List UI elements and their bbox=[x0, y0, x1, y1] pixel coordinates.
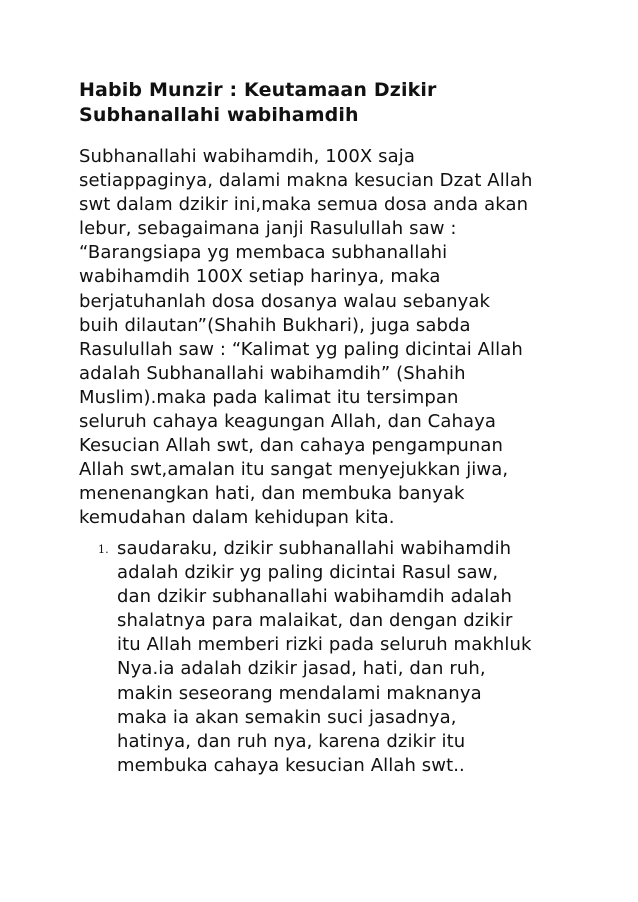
list-item-line: maka ia akan semakin suci jasadnya, bbox=[117, 706, 457, 728]
paragraph-line: Allah swt,amalan itu sangat menyejukkan jiwa, bbox=[79, 459, 509, 481]
paragraph-line: seluruh cahaya keagungan Allah, dan Cahaya bbox=[79, 411, 496, 433]
list-item-line: Nya.ia adalah dzikir jasad, hati, dan ruh, bbox=[117, 658, 486, 680]
numbered-list bbox=[79, 537, 579, 778]
list-item-line: membuka cahaya kesucian Allah swt.. bbox=[117, 754, 465, 776]
paragraph-line: setiappaginya, dalami makna kesucian Dzat Allah bbox=[79, 170, 533, 192]
paragraph-line: Rasulullah saw : “Kalimat yg paling dicintai Allah bbox=[79, 338, 523, 360]
paragraph-line: buih dilautan”(Shahih Bukhari), juga sabda bbox=[79, 314, 471, 336]
list-item-line: adalah dzikir yg paling dicintai Rasul saw, bbox=[117, 562, 499, 584]
title-line: Habib Munzir : Keutamaan Dzikir bbox=[79, 79, 437, 101]
paragraph-line: wabihamdih 100X setiap harinya, maka bbox=[79, 266, 441, 288]
paragraph-line: berjatuhanlah dosa dosanya walau sebanyak bbox=[79, 290, 491, 312]
list-item-line: hatinya, dan ruh nya, karena dzikir itu bbox=[117, 730, 466, 752]
paragraph-line: swt dalam dzikir ini,maka semua dosa anda akan bbox=[79, 194, 529, 216]
list-item-line: saudaraku, dzikir subhanallahi wabihamdih bbox=[117, 538, 512, 559]
paragraph-line: menenangkan hati, dan membuka banyak bbox=[79, 483, 465, 505]
paragraph-line: kemudahan dalam kehidupan kita. bbox=[79, 507, 395, 529]
body-paragraph bbox=[79, 145, 579, 531]
title-line: Subhanallahi wabihamdih bbox=[79, 104, 359, 126]
list-item-line: dan dzikir subhanallahi wabihamdih adalah bbox=[117, 586, 512, 608]
list-item-line: makin seseorang mendalami maknanya bbox=[117, 682, 482, 704]
list-number: 1. bbox=[98, 543, 109, 556]
list-item bbox=[79, 537, 579, 778]
list-item-line: shalatnya para malaikat, dan dengan dzikir bbox=[117, 610, 513, 632]
paragraph-line: Muslim).maka pada kalimat itu tersimpan bbox=[79, 386, 459, 408]
paragraph-line: adalah Subhanallahi wabihamdih” (Shahih bbox=[79, 362, 466, 384]
paragraph-line: Subhanallahi wabihamdih, 100X saja bbox=[79, 146, 415, 167]
paragraph-line: Kesucian Allah swt, dan cahaya pengampunan bbox=[79, 435, 504, 457]
paragraph-line: lebur, sebagaimana janji Rasulullah saw : bbox=[79, 218, 457, 240]
page-title bbox=[79, 78, 569, 128]
paragraph-line: “Barangsiapa yg membaca subhanallahi bbox=[79, 242, 448, 264]
list-item-line: itu Allah memberi rizki pada seluruh makhluk bbox=[117, 634, 532, 656]
